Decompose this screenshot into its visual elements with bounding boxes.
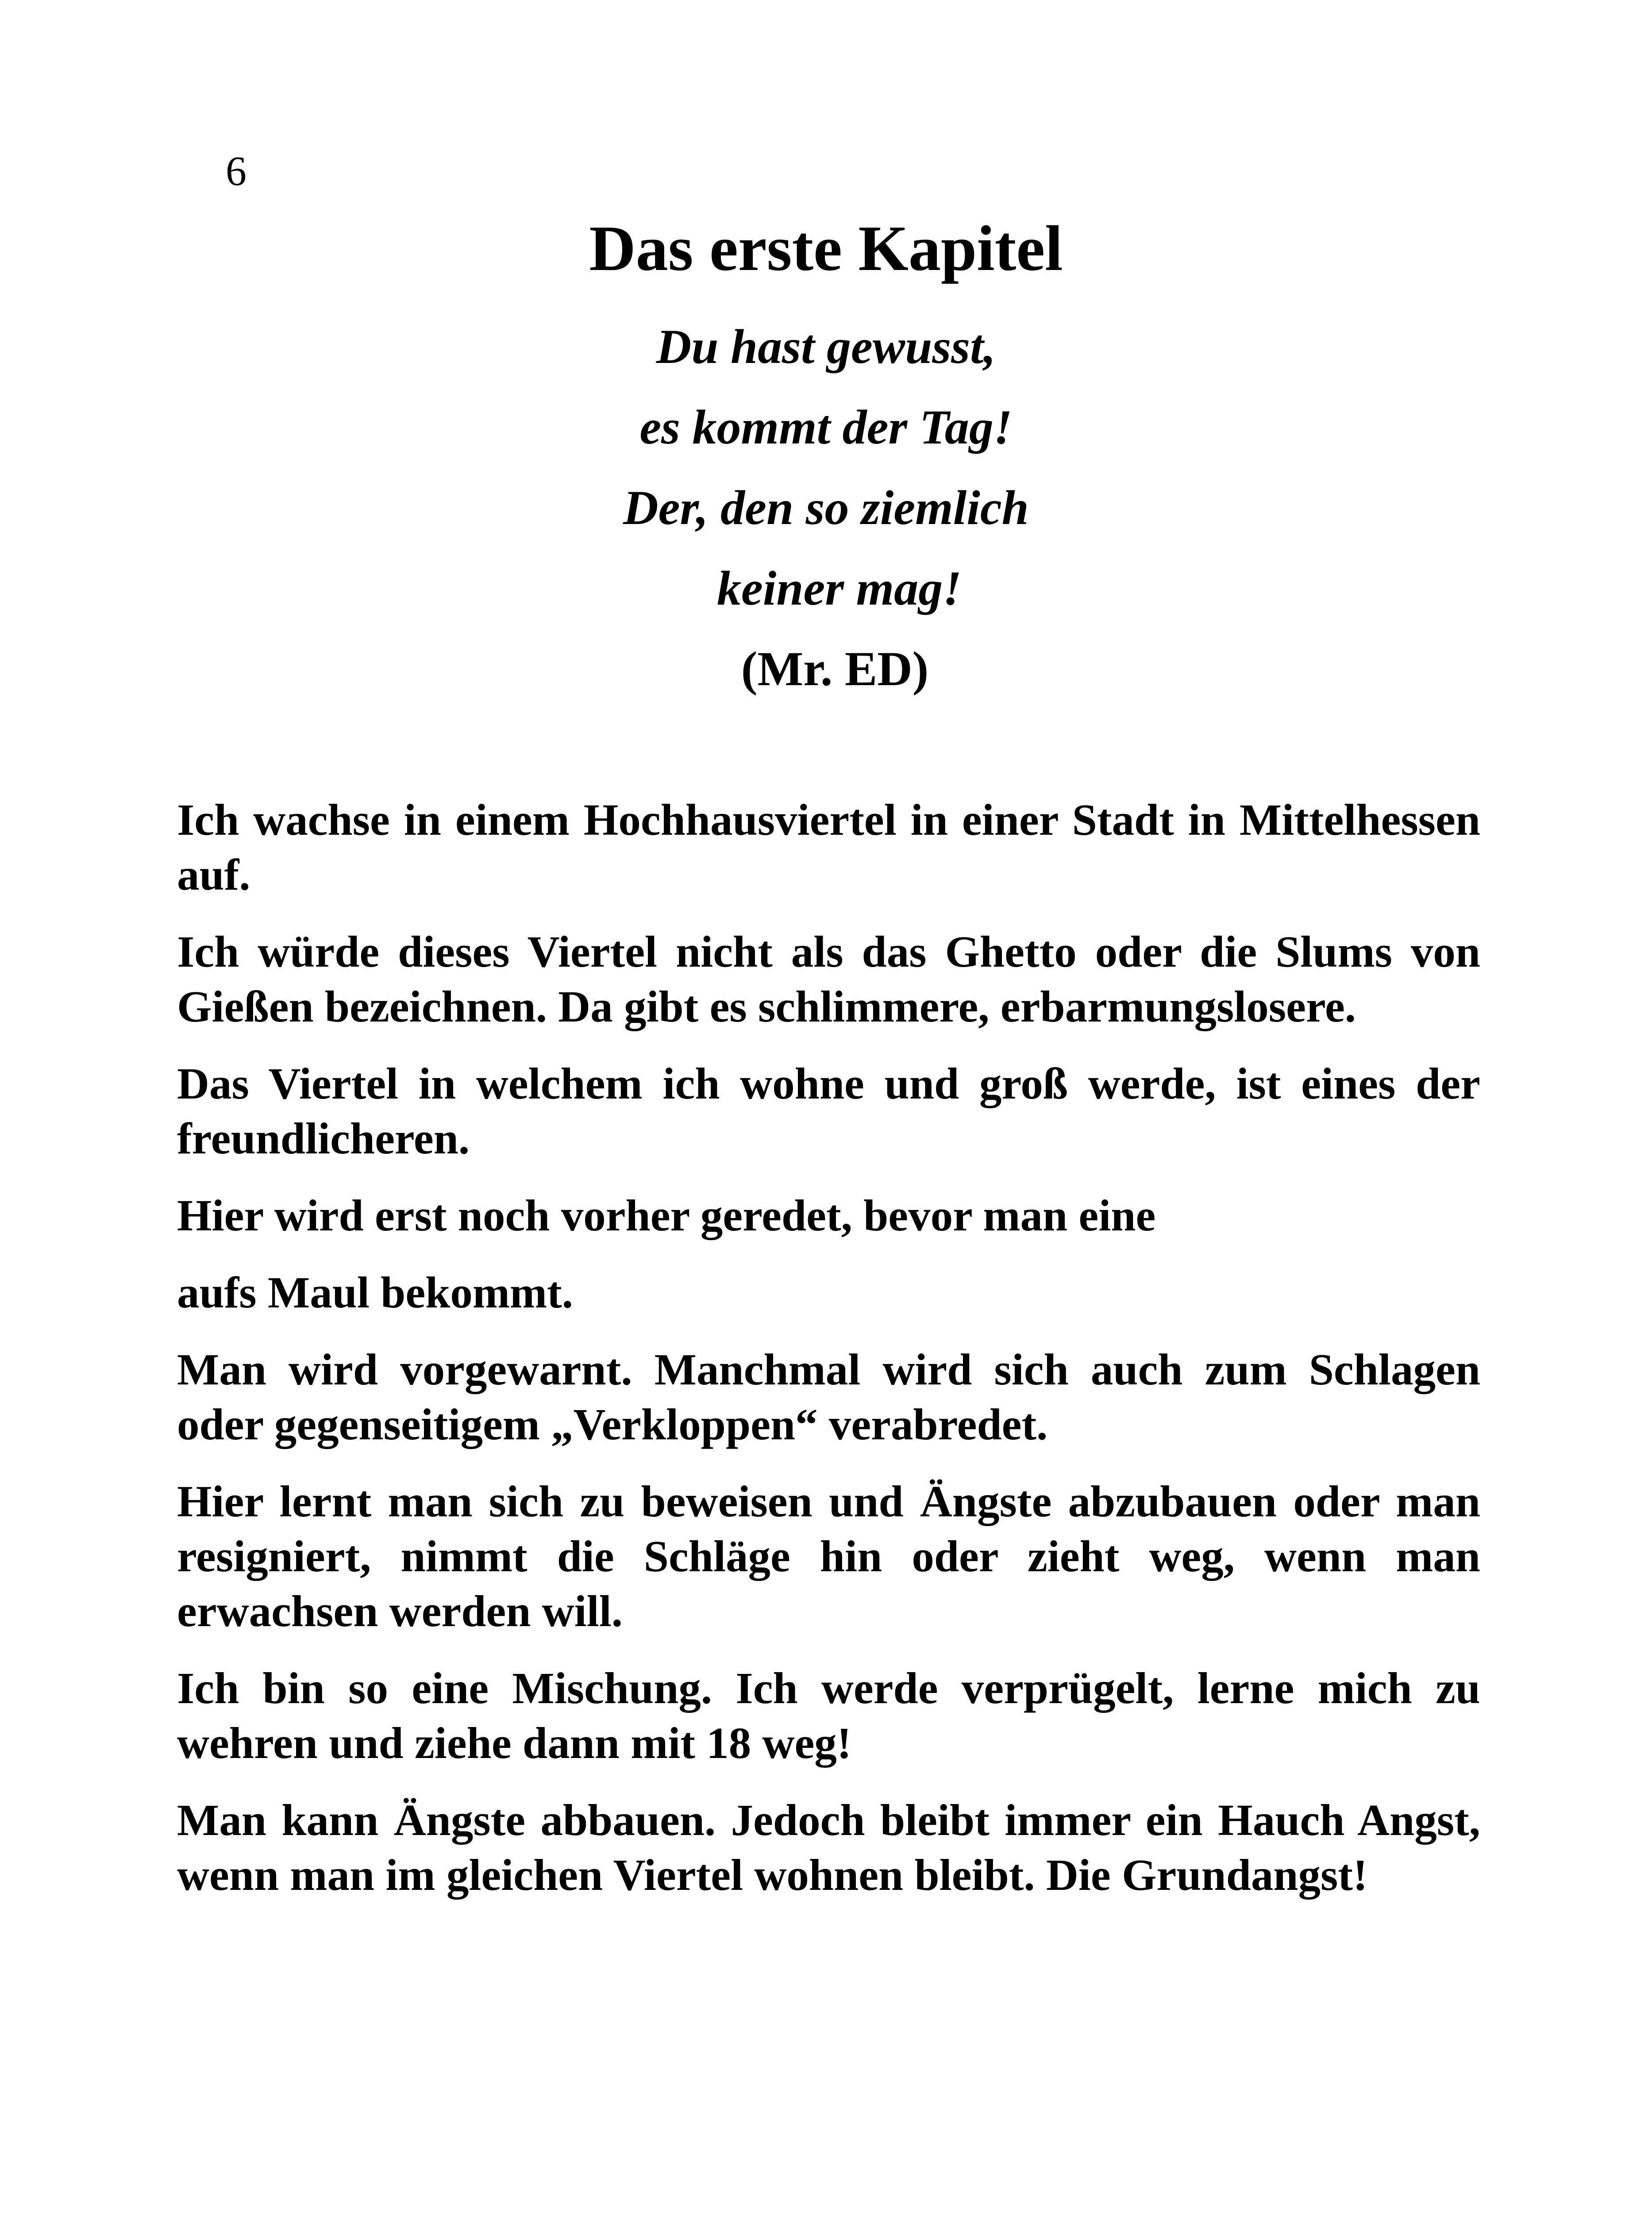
paragraph: Ich würde dieses Viertel nicht als das Ghetto oder die Slums von Gießen bezeichnen. Da gibt es schlimmere, erbarmungslosere.	[177, 927, 1480, 1031]
epigraph-line: Du hast gewusst,	[656, 320, 996, 374]
chapter-body	[177, 792, 1480, 1924]
epigraph	[0, 306, 1652, 709]
chapter-title: Das erste Kapitel	[589, 212, 1063, 284]
paragraph: Man wird vorgewarnt. Manchmal wird sich auch zum Schlagen oder gegenseitigem „Verkloppen“ verabredet.	[177, 1345, 1480, 1449]
epigraph-line: Der, den so ziemlich	[623, 481, 1029, 535]
paragraph: Das Viertel in welchem ich wohne und groß werde, ist eines der freundlicheren.	[177, 1059, 1480, 1163]
epigraph-line: es kommt der Tag!	[639, 400, 1013, 454]
epigraph-author: (Mr. ED)	[741, 642, 929, 696]
page-number: 6	[226, 148, 246, 194]
paragraph: aufs Maul bekommt.	[177, 1268, 573, 1317]
paragraph: Hier wird erst noch vorher geredet, bevor man eine	[177, 1191, 1156, 1240]
paragraph: Hier lernt man sich zu beweisen und Ängste abzubauen oder man resigniert, nimmt die Schläge hin oder zieht weg, wenn man erwachsen werden will.	[177, 1477, 1480, 1636]
paragraph: Ich bin so eine Mischung. Ich werde verprügelt, lerne mich zu wehren und ziehe dann mit 18 weg!	[177, 1663, 1480, 1768]
paragraph: Ich wachse in einem Hochhausviertel in einer Stadt in Mittelhessen auf.	[177, 795, 1480, 899]
paragraph: Man kann Ängste abbauen. Jedoch bleibt immer ein Hauch Angst, wenn man im gleichen Viertel wohnen bleibt. Die Grundangst!	[177, 1795, 1480, 1900]
epigraph-line: keiner mag!	[716, 561, 962, 615]
